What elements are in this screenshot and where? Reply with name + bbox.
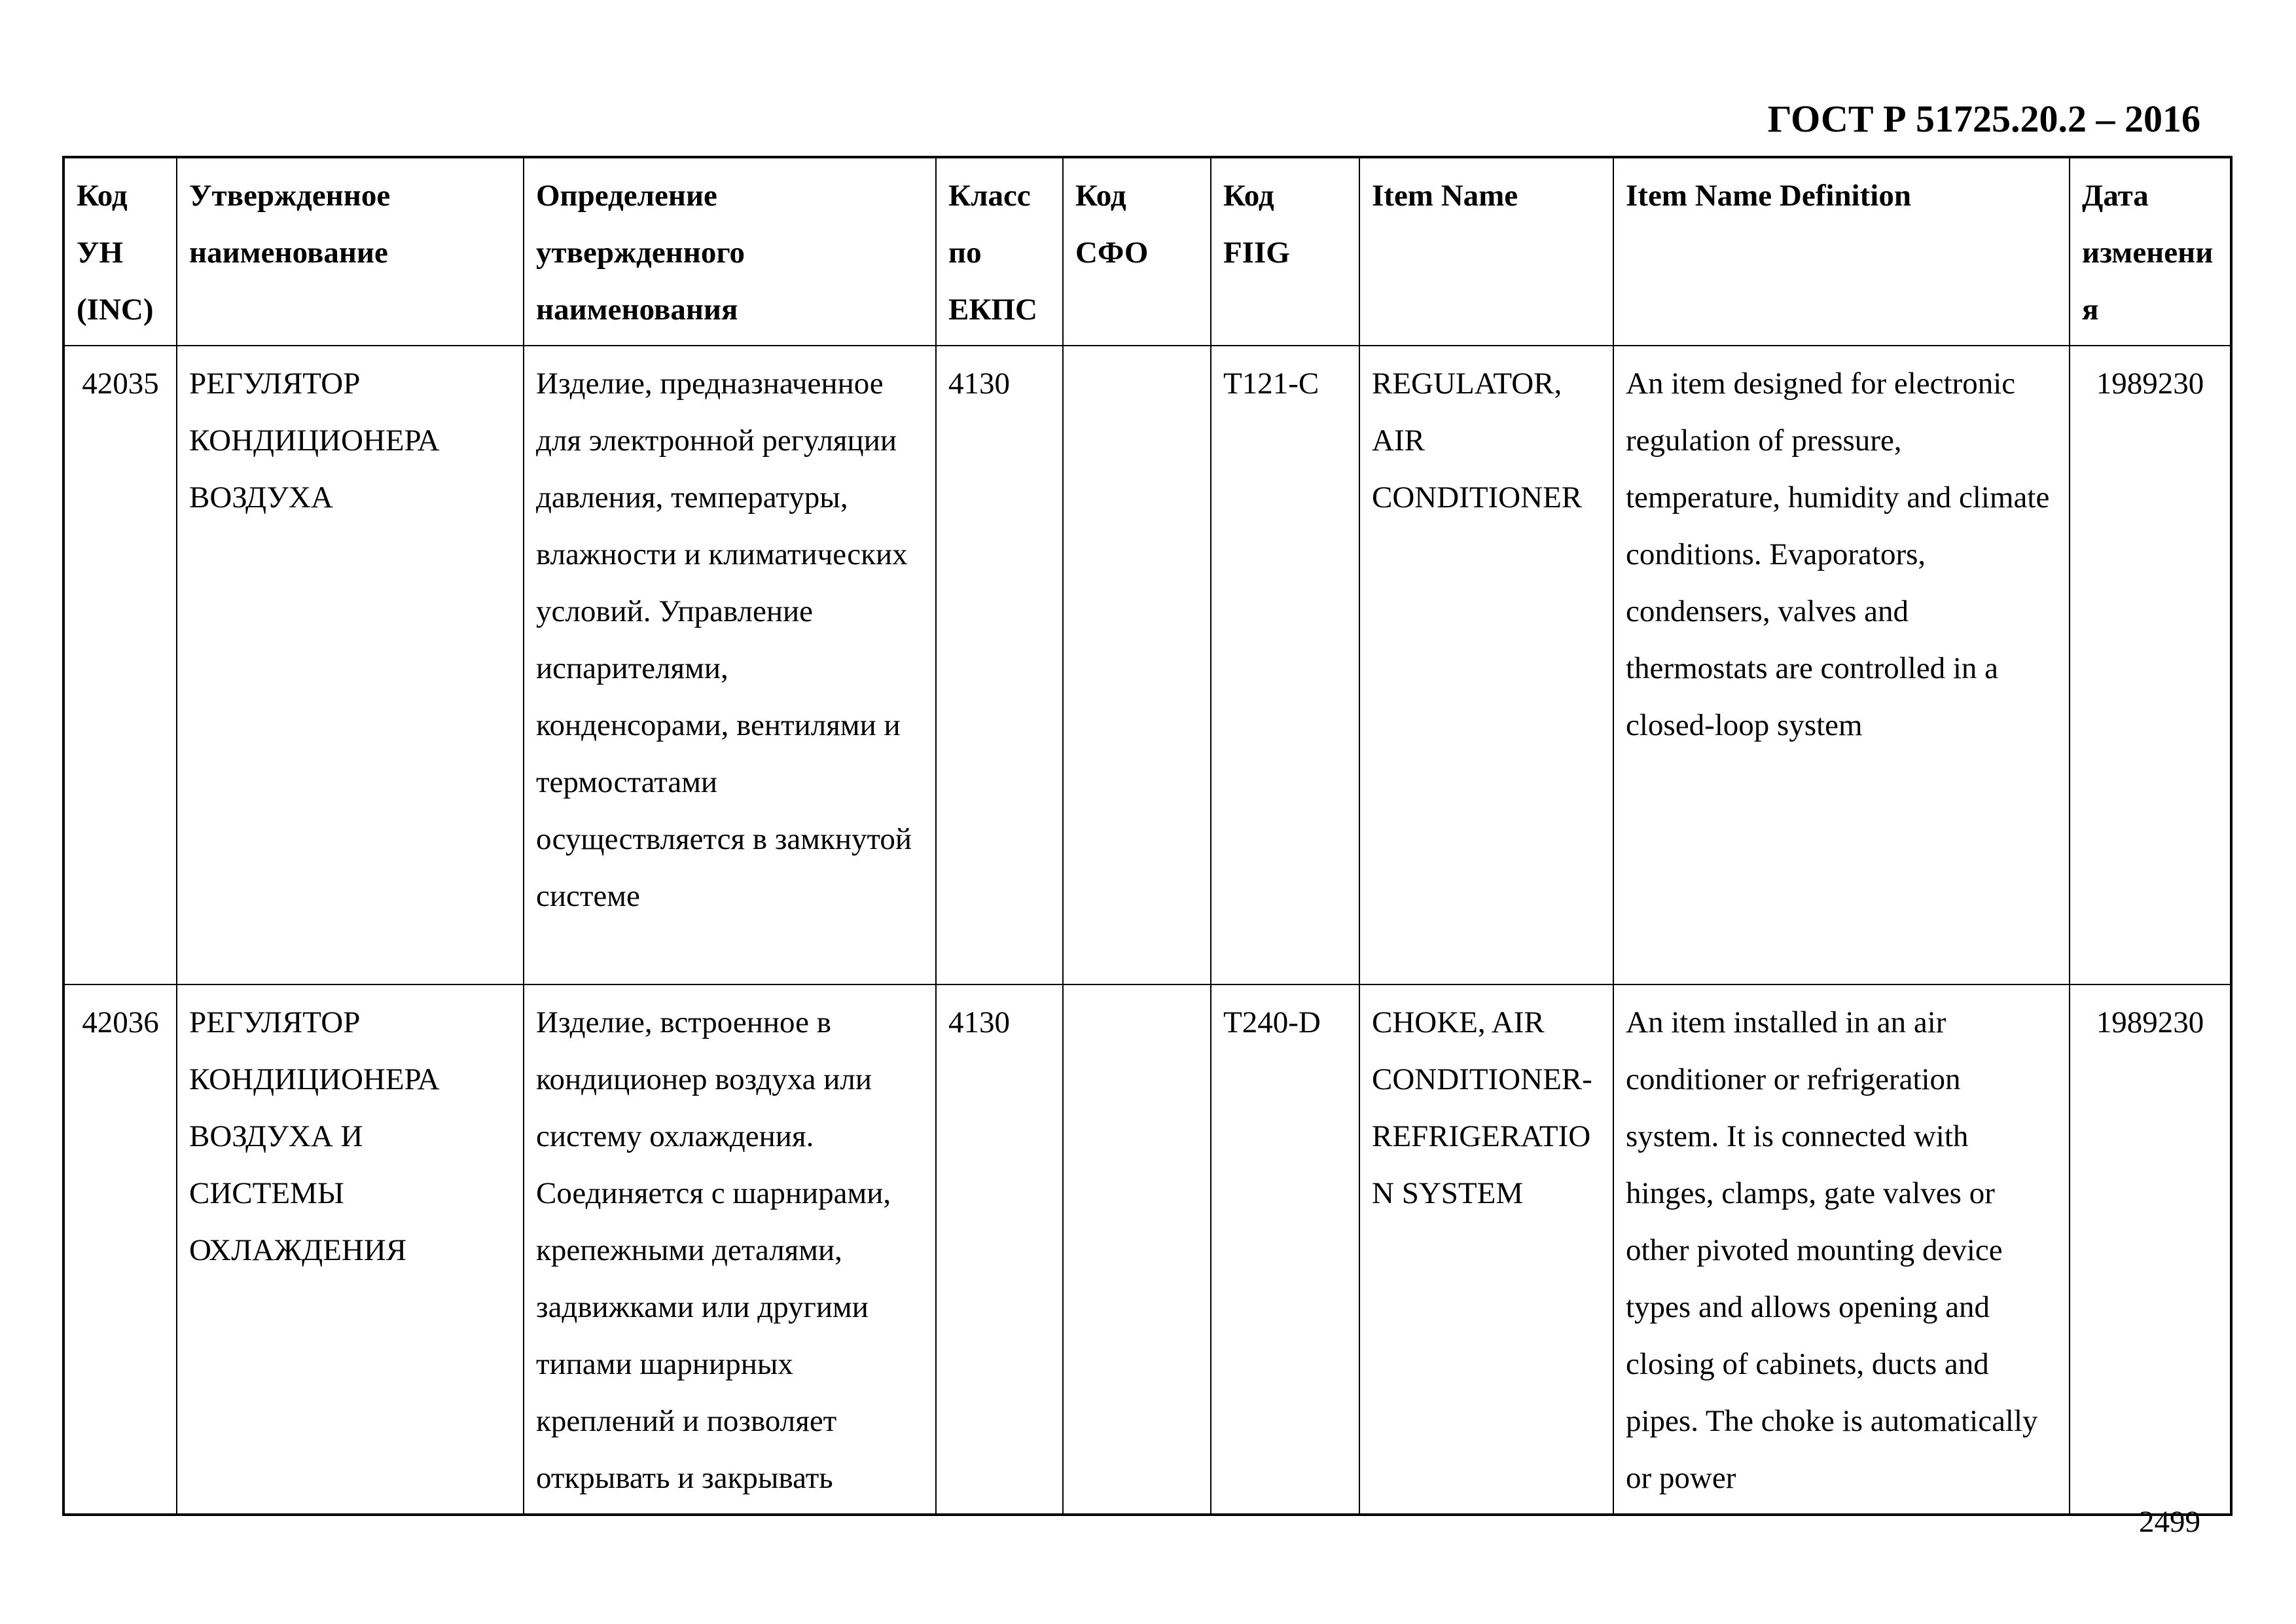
- catalog-table: [62, 156, 2233, 1516]
- table-row: [63, 346, 2231, 984]
- cell-item-name-definition: An item designed for electronic regulation of pressure, temperature, humidity and climate conditions. Evaporators, condensers, valves and thermostats are controlled in a closed-loop system: [1613, 346, 2070, 984]
- cell-change-date: 1989230: [2070, 984, 2231, 1515]
- cell-approved-name-definition: Изделие, встроенное в кондиционер воздуха или систему охлаждения. Соединяется с шарнирами, крепежными деталями, задвижками или другими типами шарнирных креплений и позволяет открывать и закрывать: [524, 984, 936, 1515]
- column-header-ekps-class: Класс по ЕКПС: [936, 157, 1063, 346]
- column-header-approved-name-definition: Определение утвержденного наименования: [524, 157, 936, 346]
- table-header-row: [63, 157, 2231, 346]
- column-header-sfo-code: Код СФО: [1063, 157, 1211, 346]
- column-header-fiig-code: Код FIIG: [1211, 157, 1359, 346]
- column-header-item-name-definition: Item Name Definition: [1613, 157, 2070, 346]
- column-header-item-name: Item Name: [1359, 157, 1613, 346]
- cell-item-name: REGULATOR, AIR CONDITIONER: [1359, 346, 1613, 984]
- cell-item-name-definition: An item installed in an air conditioner or refrigeration system. It is connected with hinges, clamps, gate valves or other pivoted mounting device types and allows opening and closing of cabinets, ducts and pipes. The choke is automatically or power: [1613, 984, 2070, 1515]
- cell-sfo-code: [1063, 984, 1211, 1515]
- column-header-approved-name: Утвержденное наименование: [177, 157, 524, 346]
- cell-sfo-code: [1063, 346, 1211, 984]
- cell-ekps-class: 4130: [936, 346, 1063, 984]
- cell-approved-name: РЕГУЛЯТОР КОНДИЦИОНЕРА ВОЗДУХА: [177, 346, 524, 984]
- cell-fiig-code: T121-C: [1211, 346, 1359, 984]
- catalog-table-container: [62, 156, 2230, 1494]
- column-header-inc: Код УН (INC): [63, 157, 177, 346]
- cell-approved-name: РЕГУЛЯТОР КОНДИЦИОНЕРА ВОЗДУХА И СИСТЕМЫ ОХЛАЖДЕНИЯ: [177, 984, 524, 1515]
- column-header-change-date: Дата изменения: [2070, 157, 2231, 346]
- cell-approved-name-definition: Изделие, предназначенное для электронной регуляции давления, температуры, влажности и климатических условий. Управление испарителями, конденсорами, вентилями и термостатами осуществляется в замкнутой системе: [524, 346, 936, 984]
- cell-inc: 42036: [63, 984, 177, 1515]
- cell-ekps-class: 4130: [936, 984, 1063, 1515]
- cell-item-name: CHOKE, AIR CONDITIONER-REFRIGERATION SYSTEM: [1359, 984, 1613, 1515]
- table-row: [63, 984, 2231, 1515]
- cell-fiig-code: T240-D: [1211, 984, 1359, 1515]
- page-number: 2499: [2139, 1505, 2200, 1539]
- cell-change-date: 1989230: [2070, 346, 2231, 984]
- document-standard-header: ГОСТ Р 51725.20.2 – 2016: [1767, 98, 2200, 140]
- cell-inc: 42035: [63, 346, 177, 984]
